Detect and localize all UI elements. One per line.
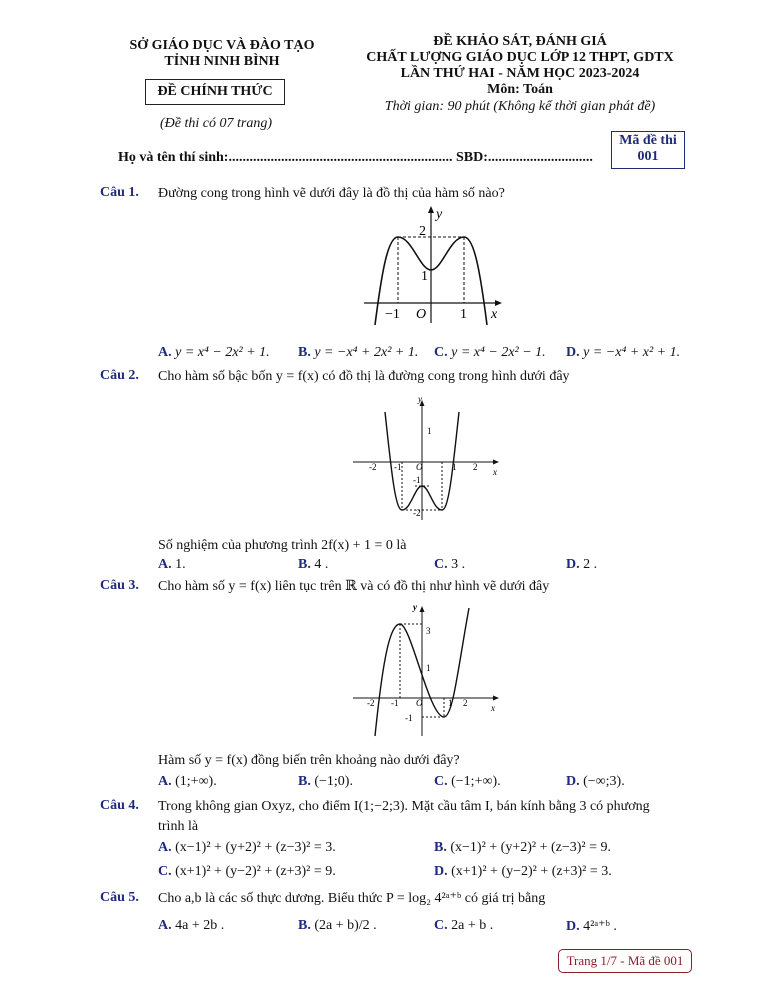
- question-2-subtext: Số nghiệm của phương trình 2f(x) + 1 = 0 là: [158, 538, 407, 553]
- question-4-text: Trong không gian Oxyz, cho điểm I(1;−2;3). Mặt cầu tâm I, bán kính bằng 3 có phương: [158, 799, 650, 814]
- question-3-label: Câu 3.: [100, 578, 139, 593]
- question-1-option-c[interactable]: [434, 345, 546, 361]
- option-text: 3 .: [451, 557, 466, 572]
- option-text: 1.: [175, 557, 186, 572]
- option-text: (−∞;3).: [583, 774, 625, 789]
- tick-y-2: 2: [419, 224, 426, 239]
- option-letter: B.: [298, 918, 311, 933]
- question-5-text: Cho a,b là các số thực dương. Biểu thức P = log₂ 4²ᵃ⁺ᵇ có giá trị bằng: [158, 891, 546, 906]
- candidate-info-line: Họ và tên thí sinh:................................................................ SBD:..............................: [118, 150, 593, 165]
- question-5-label: Câu 5.: [100, 890, 139, 905]
- question-3-text: Cho hàm số y = f(x) liên tục trên ℝ và có đồ thị như hình vẽ dưới đây: [158, 579, 550, 594]
- y-axis-label: y: [418, 394, 422, 404]
- option-text: (1;+∞).: [175, 774, 217, 789]
- tick-y-1: 1: [427, 426, 432, 436]
- option-letter: A.: [158, 840, 172, 855]
- option-text: (x−1)² + (y+2)² + (z−3)² = 9.: [450, 840, 611, 855]
- question-4-option-d[interactable]: [434, 864, 612, 880]
- exam-code-box: [611, 131, 685, 169]
- option-text: 4²ᵃ⁺ᵇ .: [583, 919, 617, 934]
- tick-x-neg1: -1: [394, 462, 402, 472]
- option-letter: C.: [434, 918, 448, 933]
- question-3-option-c[interactable]: [434, 774, 501, 790]
- option-text: (x+1)² + (y−2)² + (z+3)² = 3.: [451, 864, 612, 879]
- tick-x-2: 2: [463, 698, 468, 708]
- option-letter: A.: [158, 774, 172, 789]
- question-4-option-b[interactable]: [434, 840, 611, 856]
- tick-x-neg1: -1: [391, 698, 399, 708]
- question-3-graph: [345, 598, 505, 738]
- tick-x-neg1: −1: [385, 307, 400, 322]
- option-text: y = x⁴ − 2x² − 1.: [451, 345, 546, 360]
- option-text: 2 .: [583, 557, 598, 572]
- option-letter: D.: [566, 345, 580, 360]
- question-4-option-c[interactable]: [158, 864, 336, 880]
- option-letter: A.: [158, 345, 172, 360]
- option-letter: C.: [434, 774, 448, 789]
- y-axis-arrow-icon: [420, 606, 425, 612]
- question-5-option-a[interactable]: [158, 918, 224, 934]
- subject: Môn: Toán: [487, 82, 553, 97]
- option-letter: A.: [158, 557, 172, 572]
- question-3-subtext: Hàm số y = f(x) đồng biến trên khoảng nào dưới đây?: [158, 753, 460, 768]
- question-2-text: Cho hàm số bậc bốn y = f(x) có đồ thị là đường cong trong hình dưới đây: [158, 369, 570, 384]
- option-text: (−1;0).: [314, 774, 353, 789]
- tick-x-1: 1: [448, 698, 453, 708]
- exam-line-3: LẦN THỨ HAI - NĂM HỌC 2023-2024: [400, 66, 640, 81]
- x-axis-label: x: [493, 467, 497, 477]
- option-letter: D.: [566, 557, 580, 572]
- option-letter: D.: [566, 919, 580, 934]
- tick-x-1: 1: [452, 462, 457, 472]
- option-letter: C.: [434, 557, 448, 572]
- question-5-option-b[interactable]: [298, 918, 377, 934]
- tick-x-2: 2: [473, 462, 478, 472]
- option-letter: B.: [434, 840, 447, 855]
- tick-y-3: 3: [426, 626, 431, 636]
- question-2-graph: [345, 392, 505, 522]
- option-text: y = x⁴ − 2x² + 1.: [175, 345, 270, 360]
- question-1-text: Đường cong trong hình vẽ dưới đây là đồ thị của hàm số nào?: [158, 186, 505, 201]
- option-text: y = −x⁴ + 2x² + 1.: [314, 345, 419, 360]
- question-2-option-c[interactable]: [434, 557, 465, 573]
- x-axis-label: x: [491, 307, 498, 322]
- tick-y-1: 1: [426, 663, 431, 673]
- origin-label: O: [416, 698, 423, 708]
- question-2-option-a[interactable]: [158, 557, 186, 573]
- dept-line-1: SỞ GIÁO DỤC VÀ ĐÀO TẠO: [129, 38, 315, 53]
- option-letter: A.: [158, 918, 172, 933]
- tick-y-1: 1: [421, 269, 428, 284]
- question-2-label: Câu 2.: [100, 368, 139, 383]
- option-letter: D.: [434, 864, 448, 879]
- question-1-option-b[interactable]: [298, 345, 418, 361]
- exam-code-label: Mã đề thi: [619, 133, 677, 148]
- question-2-option-d[interactable]: [566, 557, 597, 573]
- question-1-graph: [360, 200, 510, 325]
- question-1-option-d[interactable]: [566, 345, 680, 361]
- origin-label: O: [416, 462, 423, 472]
- option-letter: B.: [298, 345, 311, 360]
- tick-x-neg2: -2: [369, 462, 377, 472]
- tick-y-neg1: -1: [413, 475, 421, 485]
- y-axis-label: y: [413, 602, 417, 612]
- official-badge: [145, 79, 285, 105]
- option-text: (2a + b)/2 .: [314, 918, 377, 933]
- option-text: 4 .: [314, 557, 329, 572]
- option-text: (x−1)² + (y+2)² + (z−3)² = 3.: [175, 840, 336, 855]
- option-letter: C.: [158, 864, 172, 879]
- exam-line-1: ĐỀ KHẢO SÁT, ĐÁNH GIÁ: [433, 34, 607, 49]
- exam-time: Thời gian: 90 phút (Không kể thời gian phát đề): [384, 99, 656, 114]
- question-3-option-b[interactable]: [298, 774, 353, 790]
- tick-y-neg1: -1: [405, 713, 413, 723]
- question-5-option-c[interactable]: [434, 918, 493, 934]
- option-text: 4a + 2b .: [175, 918, 225, 933]
- question-2-option-b[interactable]: [298, 557, 328, 573]
- department-name: [112, 38, 332, 70]
- question-3-option-a[interactable]: [158, 774, 217, 790]
- question-1-option-a[interactable]: [158, 345, 270, 361]
- page-footer-label: Trang 1/7 - Mã đề 001: [566, 953, 684, 968]
- option-text: (x+1)² + (y−2)² + (z+3)² = 9.: [175, 864, 336, 879]
- option-text: y = −x⁴ + x² + 1.: [583, 345, 681, 360]
- question-1-label: Câu 1.: [100, 185, 139, 200]
- question-5-option-d[interactable]: [566, 918, 617, 935]
- option-letter: C.: [434, 345, 448, 360]
- tick-x-neg2: -2: [367, 698, 375, 708]
- question-4-text-continued: trình là: [158, 819, 199, 834]
- y-axis-arrow-icon: [428, 206, 434, 213]
- option-text: 2a + b .: [451, 918, 494, 933]
- option-text: (−1;+∞).: [451, 774, 501, 789]
- exam-line-2: CHẤT LƯỢNG GIÁO DỤC LỚP 12 THPT, GDTX: [366, 50, 674, 65]
- y-axis-label: y: [436, 207, 443, 222]
- x-axis-label: x: [491, 703, 495, 713]
- page-footer: [558, 949, 692, 973]
- option-letter: B.: [298, 557, 311, 572]
- exam-code-value: 001: [637, 149, 659, 164]
- question-3-option-d[interactable]: [566, 774, 625, 790]
- x-axis-arrow-icon: [493, 696, 499, 701]
- question-4-label: Câu 4.: [100, 798, 139, 813]
- tick-x-1: 1: [460, 307, 467, 322]
- pages-note: (Đề thi có 07 trang): [160, 116, 272, 131]
- origin-label: O: [416, 307, 427, 322]
- dept-line-2: TỈNH NINH BÌNH: [164, 54, 280, 69]
- question-4-option-a[interactable]: [158, 840, 336, 856]
- official-label: ĐỀ CHÍNH THỨC: [157, 84, 273, 99]
- exam-title: [350, 34, 690, 98]
- option-letter: D.: [566, 774, 580, 789]
- tick-y-neg2: -2: [413, 508, 421, 518]
- x-axis-arrow-icon: [493, 460, 499, 465]
- option-letter: B.: [298, 774, 311, 789]
- x-axis-arrow-icon: [495, 300, 502, 306]
